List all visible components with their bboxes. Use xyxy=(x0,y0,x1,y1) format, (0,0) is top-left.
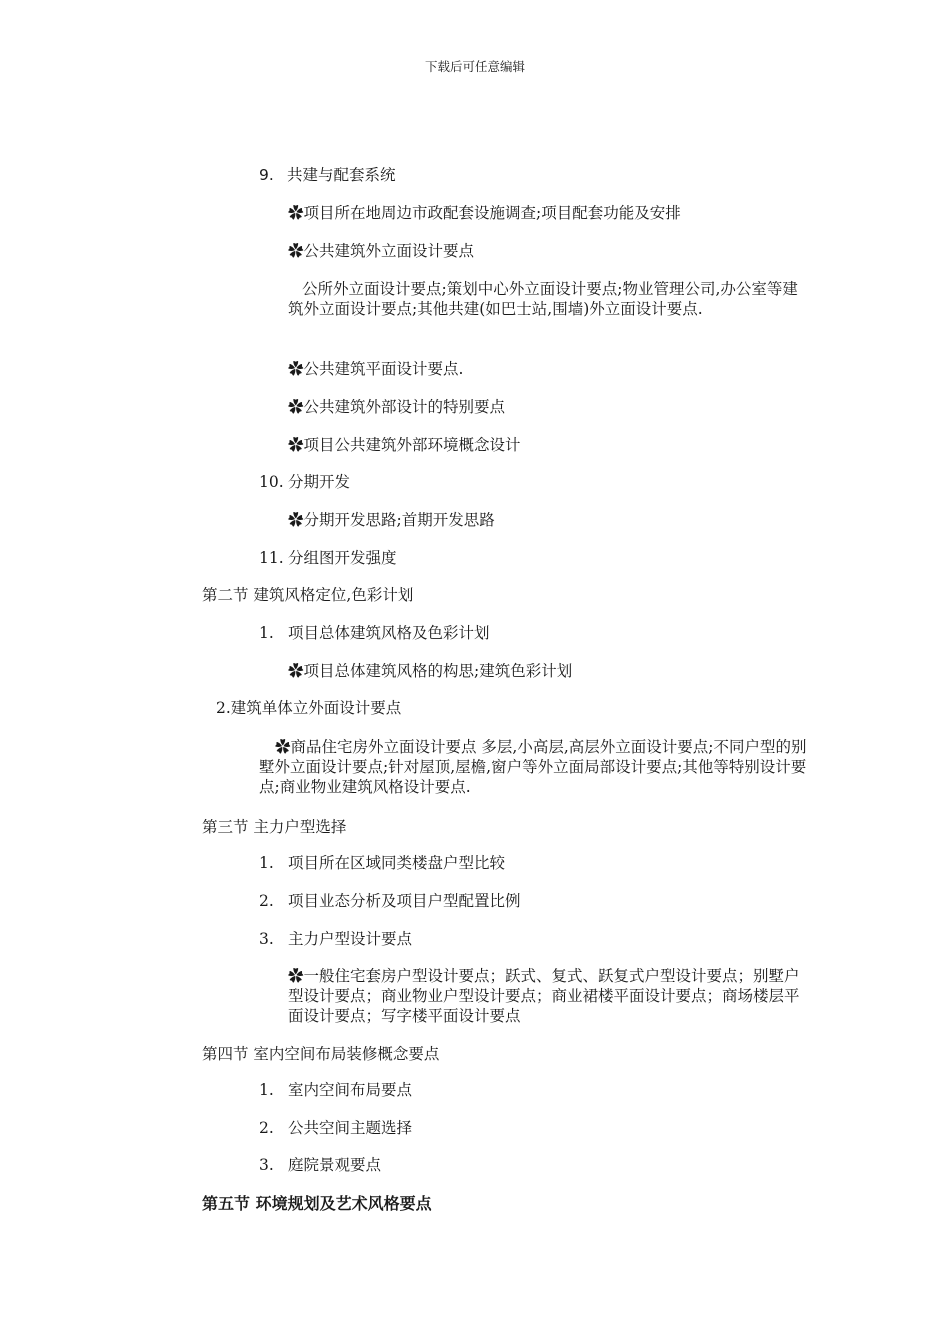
page-header: 下载后可任意编辑 xyxy=(424,59,525,74)
list-item-text: 分期开发 xyxy=(288,473,351,491)
bullet-line: ✿项目公共建筑外部环境概念设计 xyxy=(288,436,521,454)
paragraph: ✿商品住宅房外立面设计要点 多层,小高层,高层外立面设计要点;不同户型的别墅外立面设计要点;针对屋顶,屋檐,窗户等外立面局部设计要点;其他等特别设计要点;商业物业建筑风格设计要点. xyxy=(259,738,807,796)
list-item xyxy=(259,1118,412,1138)
list-item-text: 室内空间布局要点 xyxy=(288,1081,413,1099)
list-item-text: 分组图开发强度 xyxy=(288,549,397,567)
list-item-heading xyxy=(259,165,396,185)
section-heading: 第五节 环境规划及艺术风格要点 xyxy=(202,1194,432,1213)
list-item xyxy=(216,698,401,718)
list-item-text: 公共空间主题选择 xyxy=(288,1119,413,1137)
list-number: 2. xyxy=(259,1119,274,1137)
bullet-line: ✿公共建筑外立面设计要点 xyxy=(288,242,475,260)
section-heading: 第三节 主力户型选择 xyxy=(202,818,347,836)
list-number: 1. xyxy=(259,854,274,872)
list-item-text: 共建与配套系统 xyxy=(287,166,396,184)
list-item-text: 项目所在区域同类楼盘户型比较 xyxy=(288,854,506,872)
list-item xyxy=(259,548,397,568)
list-item-text: 建筑单体立外面设计要点 xyxy=(230,699,402,717)
bullet-line: ✿公共建筑平面设计要点. xyxy=(288,360,464,378)
paragraph: ✿一般住宅套房户型设计要点；跃式、复式、跃复式户型设计要点；别墅户型设计要点；商业物业户型设计要点；商业裙楼平面设计要点；商场楼层平面设计要点；写字楼平面设计要点 xyxy=(288,967,800,1025)
list-number: 10. xyxy=(259,473,284,491)
list-item-text: 项目总体建筑风格及色彩计划 xyxy=(288,624,490,642)
list-number: 9. xyxy=(259,166,274,184)
list-item xyxy=(259,472,350,492)
bullet-line: ✿分期开发思路;首期开发思路 xyxy=(288,511,495,529)
list-number: 1. xyxy=(259,1081,274,1099)
list-item-text: 主力户型设计要点 xyxy=(288,930,413,948)
list-number: 2. xyxy=(259,892,274,910)
list-item xyxy=(259,1080,412,1100)
list-item-text: 庭院景观要点 xyxy=(288,1156,382,1174)
paragraph: 公所外立面设计要点;策划中心外立面设计要点;物业管理公司,办公室等建筑外立面设计要点;其他共建(如巴士站,围墙)外立面设计要点. xyxy=(288,280,798,318)
list-item xyxy=(259,929,412,949)
bullet-line: ✿公共建筑外部设计的特别要点 xyxy=(288,398,506,416)
list-number: 3. xyxy=(259,930,274,948)
list-item-text: 项目业态分析及项目户型配置比例 xyxy=(288,892,521,910)
section-heading: 第二节 建筑风格定位,色彩计划 xyxy=(202,586,414,604)
list-number: 11. xyxy=(259,549,284,567)
list-item xyxy=(259,891,521,911)
bullet-line: ✿项目总体建筑风格的构思;建筑色彩计划 xyxy=(288,662,573,680)
section-heading: 第四节 室内空间布局装修概念要点 xyxy=(202,1045,440,1063)
list-item xyxy=(259,1155,381,1175)
list-number: 2. xyxy=(216,699,231,717)
list-item xyxy=(259,853,505,873)
list-item xyxy=(259,623,490,643)
list-number: 3. xyxy=(259,1156,274,1174)
bullet-line: ✿项目所在地周边市政配套设施调查;项目配套功能及安排 xyxy=(288,204,681,222)
list-number: 1. xyxy=(259,624,274,642)
